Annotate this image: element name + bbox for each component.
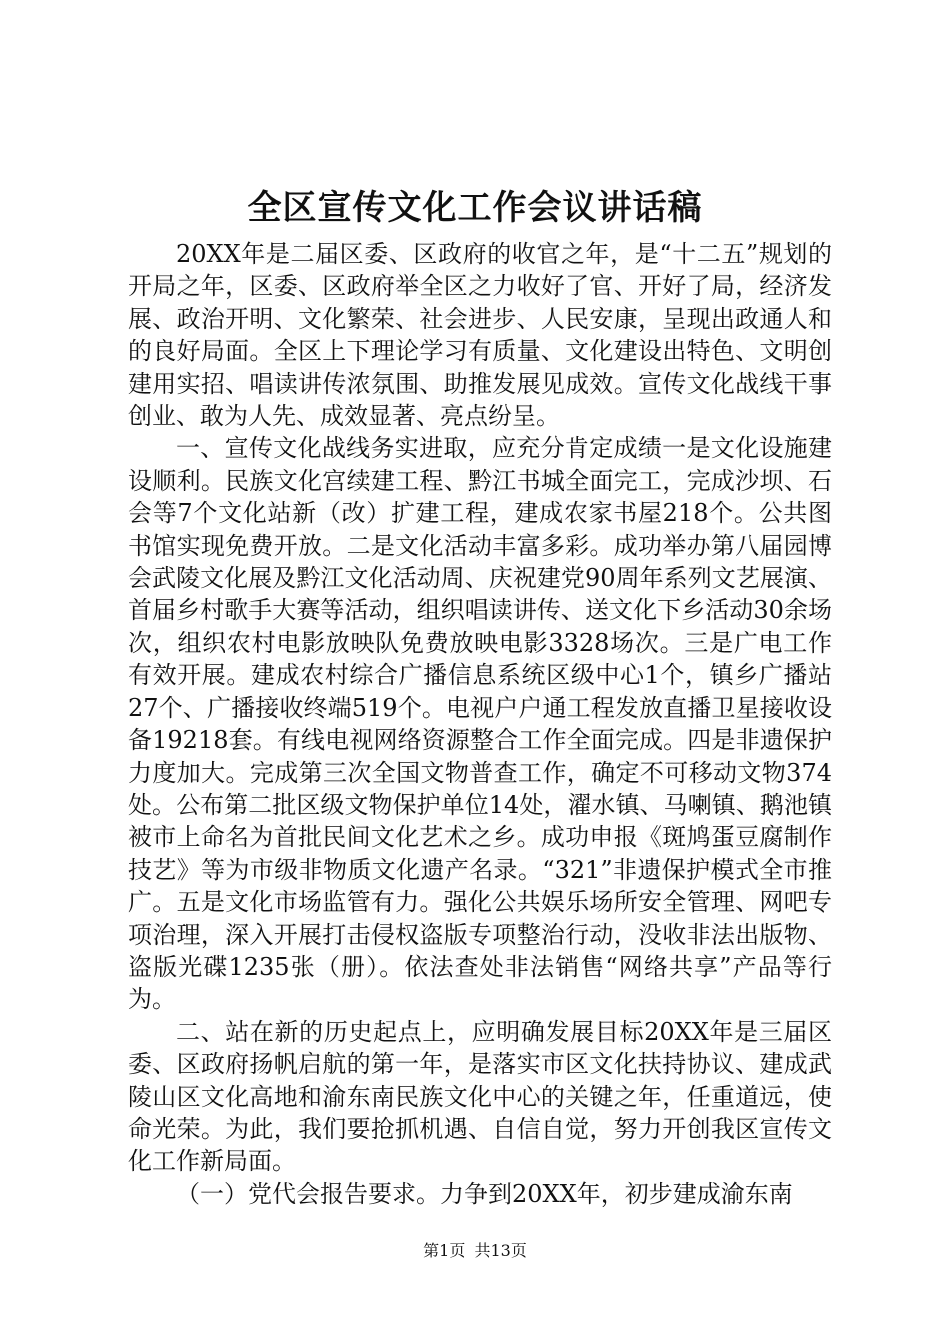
page-total: 共13页 [474, 1241, 527, 1260]
document-body [128, 238, 832, 1210]
paragraph-section-two: 二、站在新的历史起点上，应明确发展目标20XX年是三届区委、区政府扬帆启航的第一年，是落实市区文化扶持协议、建成武陵山区文化高地和渝东南民族文化中心的关键之年，任重道远，使命光荣。为此，我们要抢抓机遇、自信自觉，努力开创我区宣传文化工作新局面。 [128, 1017, 832, 1176]
paragraph-section-one: 一、宣传文化战线务实进取，应充分肯定成绩一是文化设施建设顺利。民族文化宫续建工程、黔江书城全面完工，完成沙坝、石会等7个文化站新（改）扩建工程，建成农家书屋218个。公共图书馆实现免费开放。二是文化活动丰富多彩。成功举办第八届园博会武陵文化展及黔江文化活动周、庆祝建党90周年系列文艺展演、首届乡村歌手大赛等活动，组织唱读讲传、送文化下乡活动30余场次，组织农村电影放映队免费放映电影3328场次。三是广电工作有效开展。建成农村综合广播信息系统区级中心1个，镇乡广播站27个、广播接收终端519个。电视户户通工程发放直播卫星接收设备19218套。有线电视网络资源整合工作全面完成。四是非遗保护力度加大。完成第三次全国文物普查工作，确定不可移动文物374处。公布第二批区级文物保护单位14处，濯水镇、马喇镇、鹅池镇被市上命名为首批民间文化艺术之乡。成功申报《斑鸠蛋豆腐制作技艺》等为市级非物质文化遗产名录。“321”非遗保护模式全市推广。五是文化市场监管有力。强化公共娱乐场所安全管理、网吧专项治理，深入开展打击侵权盗版专项整治行动，没收非法出版物、盗版光碟1235张（册）。依法查处非法销售“网络共享”产品等行为。 [128, 434, 832, 1014]
page-number: 第1页 [423, 1241, 466, 1260]
document-title: 全区宣传文化工作会议讲话稿 [247, 188, 703, 228]
paragraph-intro: 20XX年是二届区委、区政府的收官之年，是“十二五”规划的开局之年，区委、区政府举全区之力收好了官、开好了局，经济发展、政治开明、文化繁荣、社会进步、人民安康，呈现出政通人和的良好局面。全区上下理论学习有质量、文化建设出特色、文明创建用实招、唱读讲传浓氛围、助推发展见成效。宣传文化战线干事创业、敢为人先、成效显著、亮点纷呈。 [128, 240, 832, 431]
page-footer [0, 1239, 950, 1263]
paragraph-subsection-one: （一）党代会报告要求。力争到20XX年，初步建成渝东南 [176, 1179, 793, 1208]
